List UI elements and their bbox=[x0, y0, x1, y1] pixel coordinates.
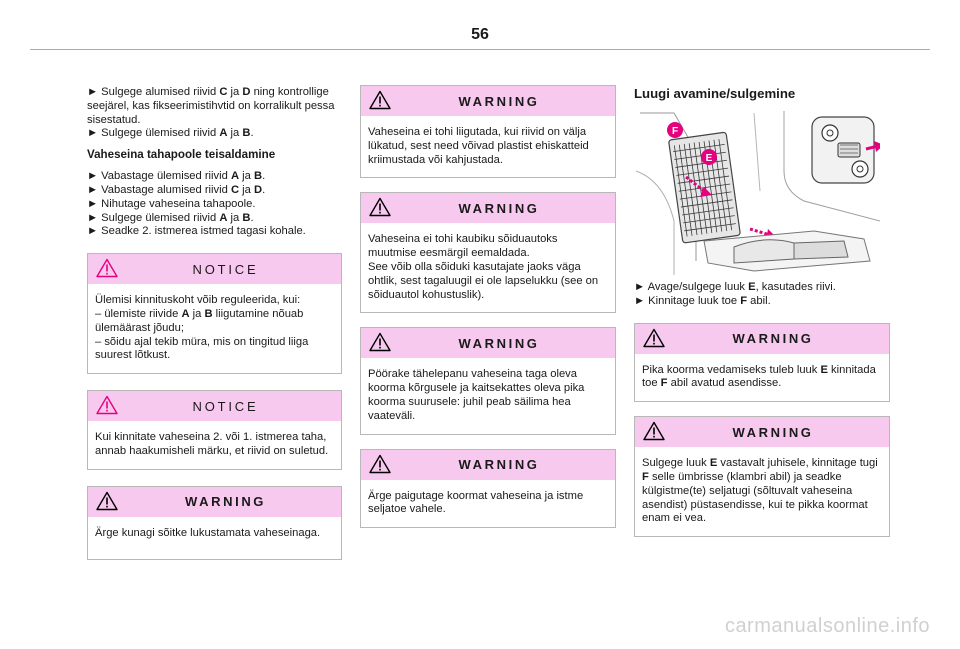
warning-label: WARNING bbox=[184, 494, 267, 510]
notice-label: NOTICE bbox=[192, 261, 259, 277]
list-item: ► Vabastage alumised riivid C ja D. bbox=[87, 183, 266, 196]
notice-label: NOTICE bbox=[192, 398, 259, 414]
notice-line: – sõidu ajal tekib müra, mis on tingitud liiga suurest lõtkust. bbox=[95, 335, 309, 362]
warning-header bbox=[635, 324, 889, 354]
warning-line: Vaheseina ei tohi kaubiku sõiduautoks muutmise eesmärgil eemaldada. bbox=[368, 233, 558, 260]
warning-header bbox=[361, 328, 615, 358]
warning-triangle-icon bbox=[369, 454, 391, 474]
notice-header bbox=[88, 391, 341, 421]
warning-line: See võib olla sõiduki kasutajate jaoks väga ohtlik, sest tagaluugil ei ole lapselukku (see on sõiduautol kohustuslik). bbox=[368, 260, 599, 301]
section-heading: Luugi avamine/sulgemine bbox=[634, 86, 796, 101]
warning-triangle-icon bbox=[643, 421, 665, 441]
warning-label: WARNING bbox=[458, 335, 540, 351]
warning-body bbox=[361, 223, 615, 312]
warning-line: Ärge paigutage koormat vaheseina ja istme seljatoe vahele. bbox=[368, 489, 584, 516]
warning-box bbox=[360, 85, 616, 178]
warning-box bbox=[634, 323, 890, 403]
warning-box bbox=[360, 327, 616, 434]
warning-body bbox=[361, 358, 615, 433]
warning-body bbox=[88, 517, 341, 559]
warning-triangle-icon bbox=[369, 90, 391, 110]
list-item: ► Sulgege ülemised riivid A ja B. bbox=[87, 127, 254, 140]
header-rule bbox=[30, 49, 930, 50]
warning-line: Pöörake tähelepanu vaheseina taga oleva koorma kõrgusele ja kaitsekattes oleva pika koorma suurusele: juhil peab säilima hea vaateväli. bbox=[368, 368, 585, 422]
warning-label: WARNING bbox=[458, 93, 540, 109]
warning-box bbox=[87, 486, 342, 560]
list-item: ► Sulgege ülemised riivid A ja B. bbox=[87, 211, 254, 224]
list-item: ► Avage/sulgege luuk E, kasutades riivi. bbox=[634, 281, 836, 293]
notice-line: Kui kinnitate vaheseina 2. või 1. istmerea taha, annab haakumisheli märku, et riivid on suletud. bbox=[95, 431, 329, 457]
list-item: ► Kinnitage luuk toe F abil. bbox=[634, 294, 771, 307]
notice-header bbox=[88, 254, 341, 284]
warning-line: Sulgege luuk E vastavalt juhisele, kinnitage tugi F selle ümbrisse (klambri abil) ja seadke külgistme(te) seljatugi (sõltuvalt vaheseina asendist) püstasendisse, kui te pikka koormat enam ei vea. bbox=[642, 457, 878, 525]
page-number: 56 bbox=[471, 26, 489, 43]
warning-body bbox=[361, 116, 615, 177]
warning-triangle-icon bbox=[643, 328, 665, 348]
watermark: carmanualsonline.info bbox=[724, 615, 930, 637]
warning-box bbox=[634, 416, 890, 537]
notice-box bbox=[87, 253, 342, 374]
bullet-list bbox=[634, 281, 890, 309]
notice-line: Ülemisi kinnituskoht võib reguleerida, kui: bbox=[95, 294, 301, 307]
section-heading: Vaheseina tahapoole teisaldamine bbox=[87, 148, 276, 162]
warning-line: Pika koorma vedamiseks tuleb luuk E kinnitada toe F abil avatud asendisse. bbox=[642, 363, 876, 390]
warning-triangle-icon bbox=[369, 197, 391, 217]
list-item: ► Seadke 2. istmerea istmed tagasi kohale. bbox=[87, 225, 306, 238]
label-e: E bbox=[705, 153, 713, 164]
bullet-list-a bbox=[87, 86, 342, 141]
warning-body bbox=[635, 354, 889, 402]
warning-label: WARNING bbox=[732, 331, 814, 347]
notice-body bbox=[88, 421, 341, 469]
warning-body bbox=[635, 447, 889, 536]
notice-box bbox=[87, 390, 342, 470]
warning-label: WARNING bbox=[458, 200, 540, 216]
warning-line: Vaheseina ei tohi liigutada, kui riivid on välja lükatud, sest need võivad plastist ehiskatteid kriimustada või kahjustada. bbox=[368, 126, 589, 166]
notice-triangle-icon bbox=[96, 395, 118, 415]
list-item: ► Nihutage vaheseina tahapoole. bbox=[87, 197, 256, 210]
warning-body bbox=[361, 480, 615, 528]
warning-header bbox=[361, 450, 615, 480]
warning-label: WARNING bbox=[732, 424, 814, 440]
column-3 bbox=[634, 86, 890, 537]
warning-box bbox=[360, 449, 616, 529]
label-f: F bbox=[671, 126, 679, 137]
bullet-list-b bbox=[87, 170, 342, 239]
warning-label: WARNING bbox=[458, 457, 540, 473]
notice-body bbox=[88, 284, 341, 373]
warning-header bbox=[88, 487, 341, 517]
list-item: ► Vabastage ülemised riivid A ja B. bbox=[87, 170, 266, 183]
warning-header bbox=[361, 86, 615, 116]
warning-triangle-icon bbox=[96, 491, 118, 511]
warning-line: Ärge kunagi sõitke lukustamata vaheseinaga. bbox=[95, 526, 321, 539]
notice-triangle-icon bbox=[96, 258, 118, 278]
column-2 bbox=[360, 71, 616, 528]
warning-header bbox=[635, 417, 889, 447]
warning-box bbox=[360, 192, 616, 313]
column-1 bbox=[87, 86, 342, 560]
notice-line: – ülemiste riivide A ja B liigutamine nõuab ülemäärast jõudu; bbox=[95, 307, 304, 334]
list-item: ► Sulgege alumised riivid C ja D ning kontrollige seejärel, kas fikseerimistihvtid on korralikult pessa sisestatud. bbox=[87, 86, 335, 126]
warning-header bbox=[361, 193, 615, 223]
hatch-illustration bbox=[634, 111, 880, 275]
warning-triangle-icon bbox=[369, 332, 391, 352]
